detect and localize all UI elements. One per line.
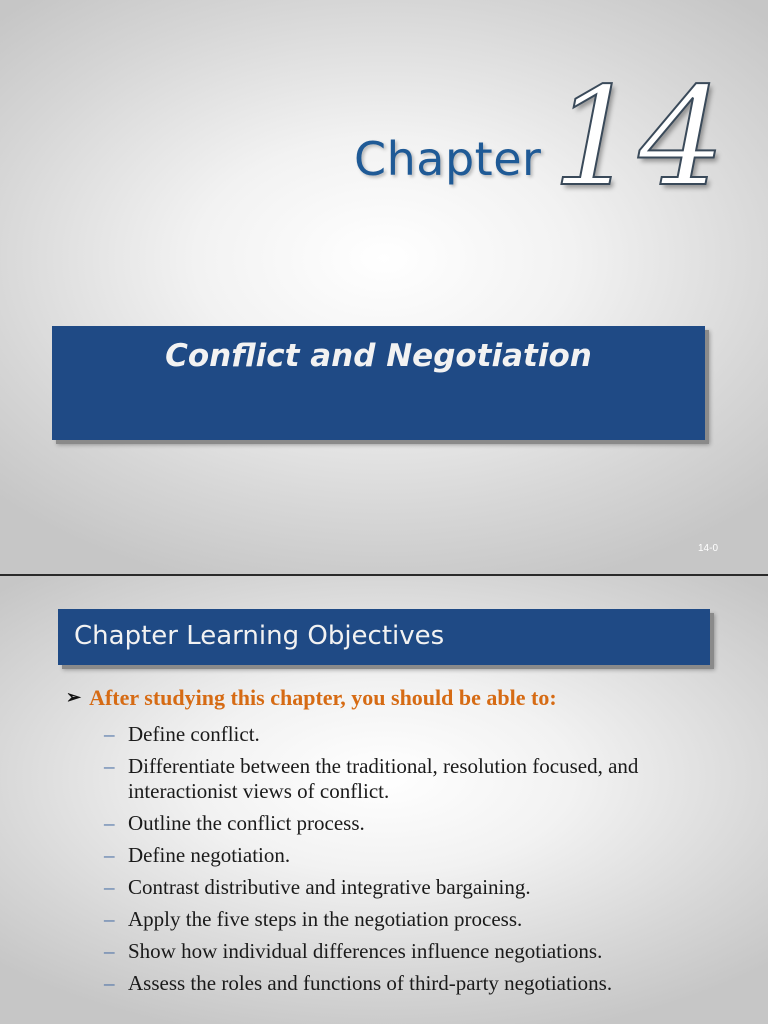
title-banner bbox=[52, 326, 705, 440]
list-item bbox=[104, 811, 718, 836]
dash-bullet-icon: – bbox=[104, 907, 115, 931]
list-item bbox=[104, 754, 718, 804]
lead-bullet bbox=[66, 685, 557, 711]
page-number: 14-0 bbox=[698, 543, 719, 554]
dash-bullet-icon: – bbox=[104, 811, 115, 835]
objective-text: Differentiate between the traditional, resolution focused, and interactionist views of conflict. bbox=[128, 754, 639, 803]
objective-text: Define conflict. bbox=[128, 722, 260, 746]
dash-bullet-icon: – bbox=[104, 971, 115, 995]
objectives-banner bbox=[58, 609, 710, 665]
objective-text: Show how individual differences influence negotiations. bbox=[128, 939, 603, 963]
list-item bbox=[104, 875, 718, 900]
slide-objectives bbox=[0, 576, 768, 1024]
dash-bullet-icon: – bbox=[104, 875, 115, 899]
objective-text: Apply the five steps in the negotiation process. bbox=[128, 907, 523, 931]
lead-text: After studying this chapter, you should be able to: bbox=[89, 685, 557, 710]
dash-bullet-icon: – bbox=[104, 722, 115, 746]
chapter-number: 14 bbox=[552, 59, 726, 217]
dash-bullet-icon: – bbox=[104, 939, 115, 963]
objectives-heading: Chapter Learning Objectives bbox=[74, 621, 445, 651]
list-item bbox=[104, 939, 718, 964]
slide-title-text: Conflict and Negotiation bbox=[165, 338, 592, 374]
objectives-list bbox=[104, 722, 718, 1003]
list-item bbox=[104, 843, 718, 868]
chapter-label: Chapter bbox=[354, 132, 542, 186]
dash-bullet-icon: – bbox=[104, 843, 115, 867]
list-item bbox=[104, 971, 718, 996]
objective-text: Outline the conflict process. bbox=[128, 811, 365, 835]
list-item bbox=[104, 722, 718, 747]
dash-bullet-icon: – bbox=[104, 754, 115, 778]
objective-text: Contrast distributive and integrative bargaining. bbox=[128, 875, 531, 899]
objective-text: Assess the roles and functions of third-party negotiations. bbox=[128, 971, 613, 995]
arrow-bullet-icon: ➢ bbox=[66, 687, 82, 707]
list-item bbox=[104, 907, 718, 932]
objective-text: Define negotiation. bbox=[128, 843, 291, 867]
